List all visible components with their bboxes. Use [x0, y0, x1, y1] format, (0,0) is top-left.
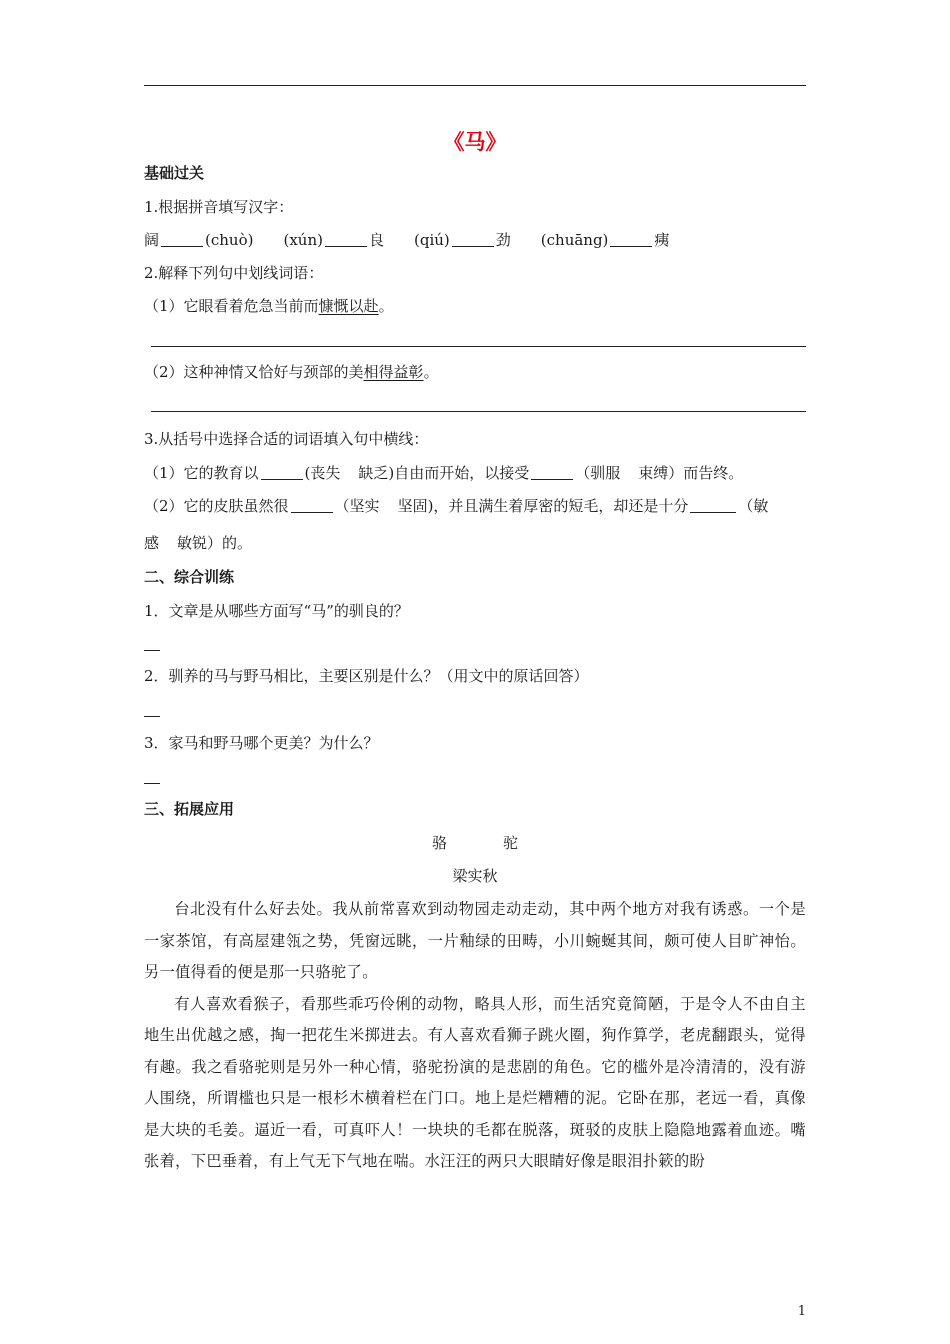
section-heading-extension: 三、拓展应用 [144, 800, 235, 818]
underlined-word: 慷慨以赴 [318, 297, 379, 315]
answer-blank[interactable] [531, 465, 573, 480]
article-author: 梁实秋 [452, 867, 498, 885]
header-rule [144, 85, 806, 86]
training-question-2: 2．驯养的马与野马相比，主要区别是什么？（用文中的原话回答） [144, 667, 589, 685]
answer-blank[interactable] [161, 232, 203, 247]
answer-line[interactable] [144, 783, 160, 784]
question-2-sentence-1: （1）它眼看着危急当前而慷慨以赴。 [144, 297, 394, 315]
pinyin-row: 阔 (chuò) (xún) 良 (qiú) 劲 (chuāng) 痍 [144, 231, 670, 249]
article-body [144, 894, 806, 1178]
answer-blank[interactable] [452, 232, 494, 247]
question-2-prompt: 2.解释下列句中划线词语： [144, 264, 324, 282]
answer-blank[interactable] [610, 232, 652, 247]
question-1-prompt: 1.根据拼音填写汉字： [144, 198, 294, 216]
article-title: 骆 驼 [431, 834, 519, 852]
underlined-word: 相得益彰 [363, 363, 424, 381]
question-3-line-3: 感 敏锐）的。 [144, 534, 253, 552]
answer-blank[interactable] [325, 232, 367, 247]
training-question-3: 3．家马和野马哪个更美？为什么？ [144, 734, 379, 752]
training-question-1: 1．文章是从哪些方面写“马”的驯良的？ [144, 602, 409, 620]
question-2-sentence-2: （2）这种神情又恰好与颈部的美相得益彰。 [144, 363, 439, 381]
section-heading-basics: 基础过关 [144, 164, 205, 182]
answer-line[interactable] [144, 716, 160, 717]
article-paragraph: 有人喜欢看猴子，看那些乖巧伶俐的动物，略具人形，而生活究竟简陋，于是令人不由自主地生出优越之感，掏一把花生米掷进去。有人喜欢看狮子跳火圈，狗作算学，老虎翻跟头，觉得有趣。我之看骆驼则是另外一种心情，骆驼扮演的是悲剧的角色。它的槛外是冷清清的，没有游人围绕，所谓槛也只是一根杉木横着栏在门口。地上是烂糟糟的泥。它卧在那，老远一看，真像是大块的毛姜。逼近一看，可真吓人！一块块的毛都在脱落，斑驳的皮肤上隐隐地露着血迹。嘴张着，下巴垂着，有上气无下气地在喘。水汪汪的两只大眼睛好像是眼泪扑簌的盼 [144, 994, 806, 1170]
answer-line[interactable] [151, 411, 806, 412]
page-title: 《马》 [443, 129, 507, 154]
section-heading-training: 二、综合训练 [144, 568, 235, 586]
question-3-line-1: （1）它的教育以 (丧失 缺乏)自由而开始，以接受 （驯服 束缚）而告终。 [144, 464, 744, 482]
answer-blank[interactable] [291, 498, 333, 513]
article-paragraph: 台北没有什么好去处。我从前常喜欢到动物园走动走动，其中两个地方对我有诱惑。一个是一家茶馆，有高屋建瓴之势，凭窗远眺，一片釉绿的田畴，小川蜿蜒其间，颇可使人目旷神怡。另一值得看的便是那一只骆驼了。 [144, 900, 806, 981]
answer-blank[interactable] [261, 465, 303, 480]
answer-line[interactable] [144, 650, 160, 651]
answer-line[interactable] [151, 346, 806, 347]
answer-blank[interactable] [690, 498, 736, 513]
page-number: 1 [797, 1304, 806, 1319]
question-3-prompt: 3.从括号中选择合适的词语填入句中横线： [144, 430, 429, 448]
question-3-line-2: （2）它的皮肤虽然很 （坚实 坚固)，并且满生着厚密的短毛，却还是十分 （敏 [144, 497, 769, 515]
